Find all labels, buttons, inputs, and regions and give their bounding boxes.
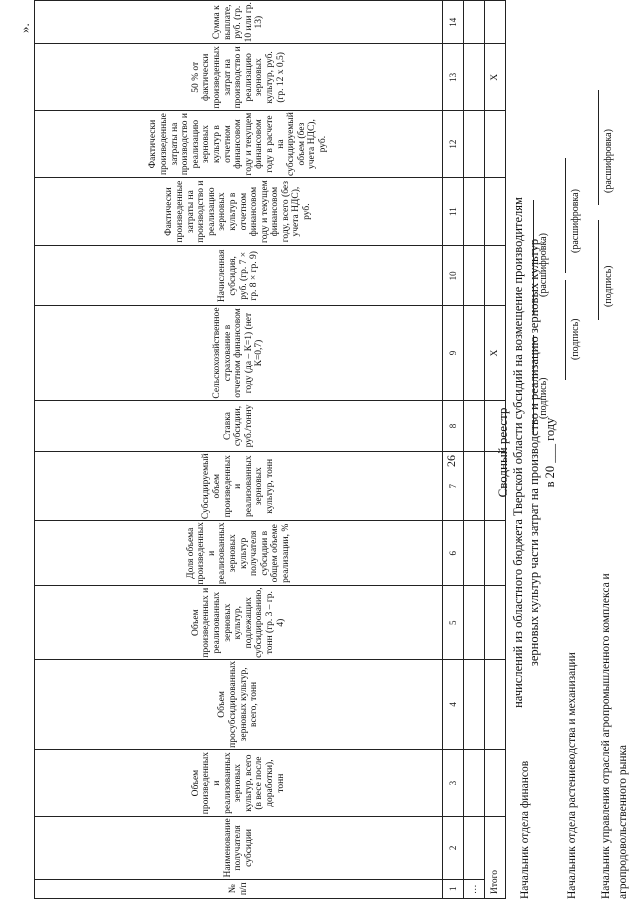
column-number: 14: [443, 1, 464, 44]
header-cell: Фактически произведенные затраты на производство и реализацию зерновых культур в отчетном финансовом году и текущем финансовом году, всего (без учета НДС), руб.: [35, 177, 443, 245]
signature-crop-label: Начальник отдела растениеводства и механизации: [566, 652, 578, 899]
column-number: 12: [443, 111, 464, 178]
header-cell: Субсидируемый объем произведенных и реализованных зерновых культур, тонн: [35, 452, 443, 521]
registry-table: [34, 0, 506, 899]
column-number-row: [443, 1, 464, 899]
closing-quote: ».: [17, 23, 32, 33]
decode-line: [598, 90, 599, 205]
header-cell: Сельскохозяйственное страхование в отчетном финансовом году (да – К=1) (нет К=0,7): [35, 306, 443, 400]
header-cell: Начисленная субсидия, руб. (гр. 7 × гр. 8 × гр. 9): [35, 246, 443, 306]
header-cell: Доля объема произведенных и реализованных зерновых культур получателя субсидии в общем объеме реализации, %: [35, 521, 443, 586]
x-mark: Х: [485, 44, 506, 111]
header-cell: 50 % от фактически произведенных затрат на производство и реализацию зерновых культур, руб. (гр. 12 х 0,5): [35, 44, 443, 111]
column-number: 11: [443, 177, 464, 245]
decode-caption: (расшифровка): [603, 129, 614, 193]
signature-caption: (подпись): [570, 318, 581, 360]
column-number: 3: [443, 749, 464, 816]
signature-line: [565, 280, 566, 380]
column-number: 2: [443, 817, 464, 879]
column-number: 9: [443, 306, 464, 400]
column-number: 8: [443, 400, 464, 452]
signature-finance-label: Начальник отдела финансов: [519, 760, 531, 899]
ellipsis-cell: …: [464, 879, 485, 898]
header-cell: Ставка субсидии, руб./тонну: [35, 400, 443, 452]
x-mark: Х: [485, 306, 506, 400]
registry-title-line-2: начислений из областного бюджета Тверской области субсидий на возмещение производителям: [511, 197, 525, 708]
signature-line: [598, 220, 599, 320]
column-number: 10: [443, 246, 464, 306]
header-cell: Сумма к выплате, руб. (гр. 10 или гр. 13): [35, 1, 443, 44]
table-row: [464, 1, 485, 899]
signature-caption: (подпись): [538, 377, 549, 419]
column-number: 13: [443, 44, 464, 111]
decode-caption: (расшифровка): [538, 233, 549, 297]
total-label: Итого: [485, 817, 506, 899]
page-number: 26: [444, 455, 458, 467]
header-cell: Объем произведенных и реализованных зерновых культур, подлежащих субсидированию, тонн (гр. 3 – гр. 4): [35, 586, 443, 659]
signature-caption: (подпись): [603, 265, 614, 307]
decode-line: [533, 200, 534, 315]
header-cell: Объем просубсидированных зерновых культур, всего, тонн: [35, 659, 443, 749]
header-cell: Фактически произведенные затраты на производство и реализацию зерновых культур в отчетном финансовом году и текущем финансовом году в расчете на субсидируемый объем (без учета НДС), руб.: [35, 111, 443, 178]
table-header-row: [35, 1, 443, 899]
registry-title: Сводный реестр: [495, 407, 510, 498]
header-cell: Объем произведенных и реализованных зерновых культур, всего (в весе после доработки), тонн: [35, 749, 443, 816]
column-number: 6: [443, 521, 464, 586]
header-cell: Наименование получателя субсидии: [35, 817, 443, 879]
signature-line: [533, 335, 534, 435]
column-number: 1: [443, 879, 464, 898]
column-number: 7: [443, 452, 464, 521]
decode-line: [565, 158, 566, 273]
registry-title-line-4: в 20 ___ году: [543, 417, 557, 488]
header-cell: № п/п: [35, 879, 443, 898]
registry-title-line-3: зерновых культур части затрат на производство и реализацию зерновых культур: [527, 238, 541, 667]
column-number: 5: [443, 586, 464, 659]
signature-agro-label-line-2: агропродовольственного рынка: [617, 744, 629, 899]
column-number: 4: [443, 659, 464, 749]
total-row: [485, 1, 506, 899]
decode-caption: (расшифровка): [570, 189, 581, 253]
signature-agro-label: Начальник управления отраслей агропромышленного комплекса и: [600, 573, 612, 899]
